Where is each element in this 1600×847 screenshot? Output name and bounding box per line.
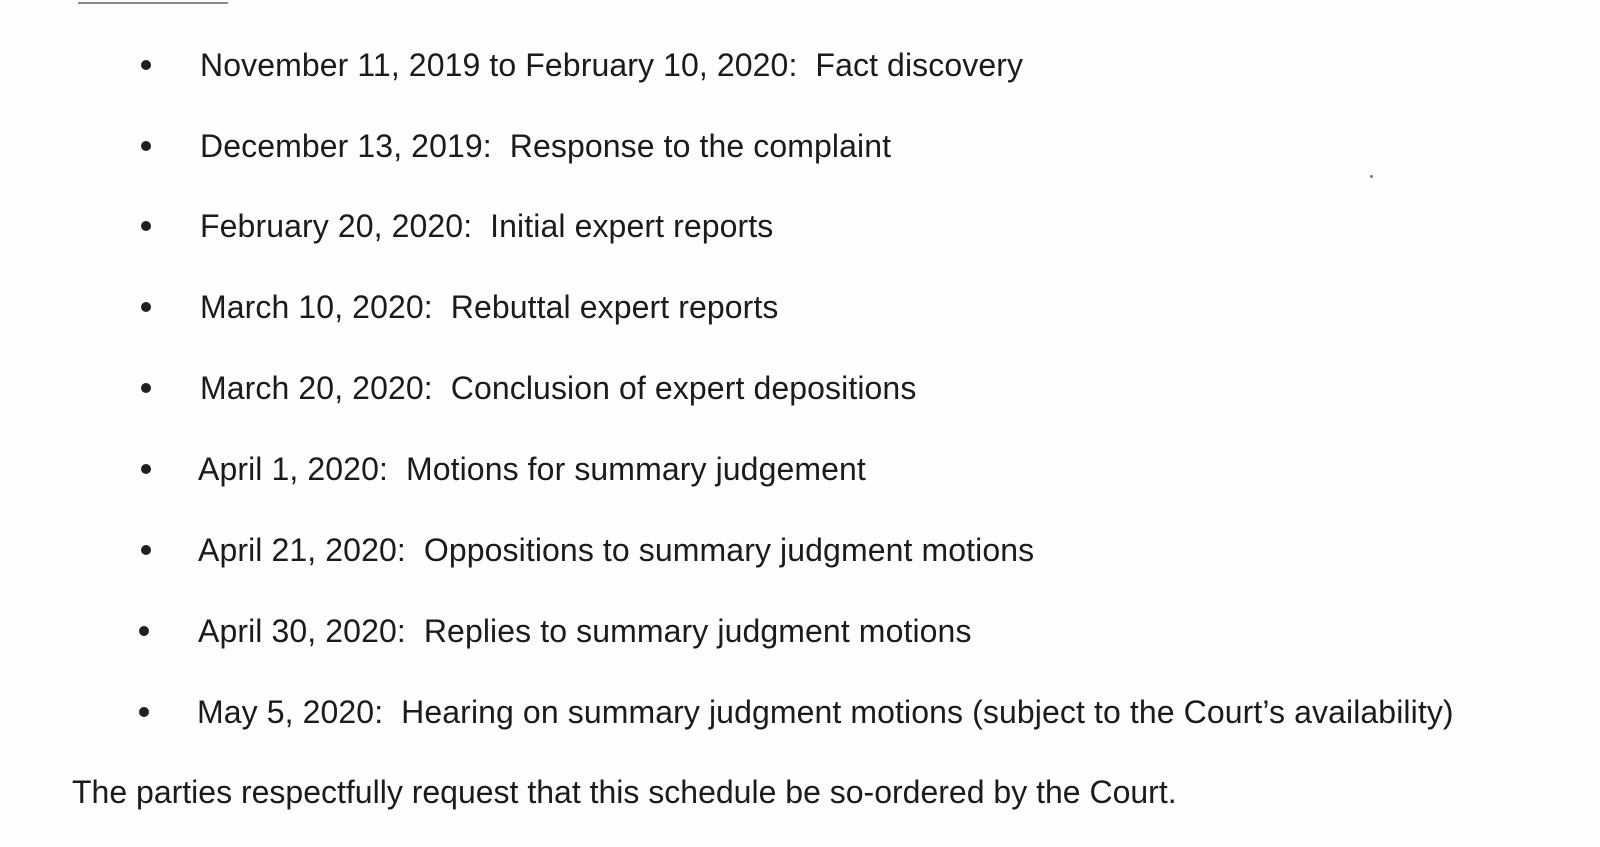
bullet-icon	[141, 221, 151, 231]
list-item-text: April 21, 2020: Oppositions to summary judgment motions	[198, 532, 1035, 568]
list-item	[0, 368, 1600, 408]
list-item-text: April 1, 2020: Motions for summary judgement	[198, 451, 866, 487]
list-item-text: December 13, 2019: Response to the complaint	[200, 128, 892, 164]
list-item	[0, 530, 1600, 570]
list-item-text: March 10, 2020: Rebuttal expert reports	[200, 289, 779, 325]
closing-paragraph: The parties respectfully request that this schedule be so-ordered by the Court.	[72, 774, 1177, 810]
list-item	[0, 692, 1600, 732]
list-item	[0, 287, 1600, 327]
list-item-text: November 11, 2019 to February 10, 2020: Fact discovery	[200, 47, 1024, 83]
list-item-text: March 20, 2020: Conclusion of expert depositions	[200, 370, 917, 406]
list-item	[0, 206, 1600, 246]
list-item	[0, 126, 1600, 166]
list-item	[0, 449, 1600, 489]
bullet-icon	[139, 707, 149, 717]
bullet-icon	[141, 383, 151, 393]
list-item-text: February 20, 2020: Initial expert reports	[200, 208, 774, 244]
scan-speck	[1370, 175, 1373, 178]
bullet-icon	[139, 626, 149, 636]
list-item-text: May 5, 2020: Hearing on summary judgment motions (subject to the Court’s availability)	[197, 694, 1454, 730]
list-item	[0, 45, 1600, 85]
bullet-icon	[141, 545, 151, 555]
bullet-icon	[141, 141, 151, 151]
cut-off-previous-line	[78, 0, 228, 4]
list-item-text: April 30, 2020: Replies to summary judgment motions	[198, 613, 972, 649]
list-item	[0, 611, 1600, 651]
bullet-icon	[141, 464, 151, 474]
bullet-icon	[141, 60, 151, 70]
bullet-icon	[141, 302, 151, 312]
